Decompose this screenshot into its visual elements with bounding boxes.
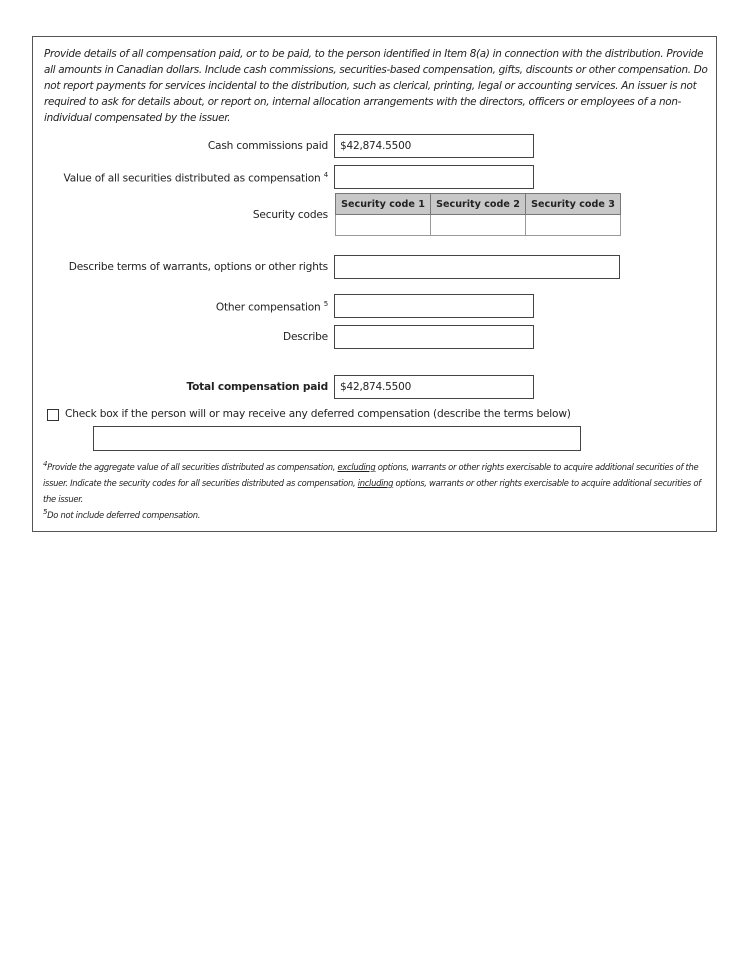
total-compensation-label: Total compensation paid [186, 381, 328, 393]
instructions-text: Provide details of all compensation paid, or to be paid, to the person identified in Item 8(a) in connection with the distribution. Provide all amounts in Canadian dollars. Include cash commissions, securities-based compensation, gifts, discounts or other compensation. Do not report payments for services incidental to the distribution, such as clerical, printing, legal or accounting services. An issuer is not required to ask for details about, or report on, internal allocation arrangements with the directors, officers or employees of a non-individual compensated by the issuer. [44, 48, 708, 124]
security-code-3-header: Security code 3 [526, 194, 621, 215]
footnote-4-text-2: options, warrants or other rights exercisable to acquire additional securities of the issuer. Indicate the security codes for all securities distributed as compensation, [43, 461, 699, 488]
security-code-1-input[interactable] [336, 215, 431, 236]
footnote-5-number: 5 [43, 508, 48, 516]
describe-label: Describe [283, 331, 328, 343]
cash-commissions-input[interactable]: $42,874.5500 [334, 134, 534, 158]
describe-input[interactable] [334, 325, 534, 349]
footnote-4-text: Provide the aggregate value of all securities distributed as compensation, [47, 461, 338, 472]
deferred-compensation-checkbox[interactable] [47, 409, 59, 421]
securities-value-input[interactable] [334, 165, 534, 189]
security-code-3-input[interactable] [526, 215, 621, 236]
security-codes-label: Security codes [252, 209, 328, 221]
footnote-5-text: Do not include deferred compensation. [47, 509, 201, 520]
other-compensation-label [216, 300, 328, 314]
security-code-2-input[interactable] [431, 215, 526, 236]
footnote-5 [43, 504, 703, 523]
securities-value-label [63, 171, 328, 185]
footnote-4-excluding: excluding [337, 461, 376, 472]
security-code-1-header: Security code 1 [336, 194, 431, 215]
footnote-ref-5: 5 [323, 300, 328, 308]
deferred-compensation-label: Check box if the person will or may receive any deferred compensation (describe the terms below) [65, 408, 571, 420]
total-compensation-input[interactable]: $42,874.5500 [334, 375, 534, 399]
footnote-ref-4: 4 [323, 171, 328, 179]
security-code-2-header: Security code 2 [431, 194, 526, 215]
security-codes-table [335, 193, 621, 236]
cash-commissions-label: Cash commissions paid [207, 140, 328, 152]
securities-value-label-text: Value of all securities distributed as compensation [63, 172, 321, 185]
footnote-4-number: 4 [43, 460, 48, 468]
other-compensation-label-text: Other compensation [215, 301, 321, 314]
footnote-4-text-3: options, warrants or other rights exercisable to acquire additional securities of the issuer. [43, 477, 701, 504]
warrants-label: Describe terms of warrants, options or other rights [68, 261, 328, 273]
other-compensation-input[interactable] [334, 294, 534, 318]
footnote-4-including: including [357, 477, 394, 488]
warrants-input[interactable] [334, 255, 620, 279]
deferred-terms-input[interactable] [93, 426, 581, 451]
footnote-4 [43, 456, 703, 507]
